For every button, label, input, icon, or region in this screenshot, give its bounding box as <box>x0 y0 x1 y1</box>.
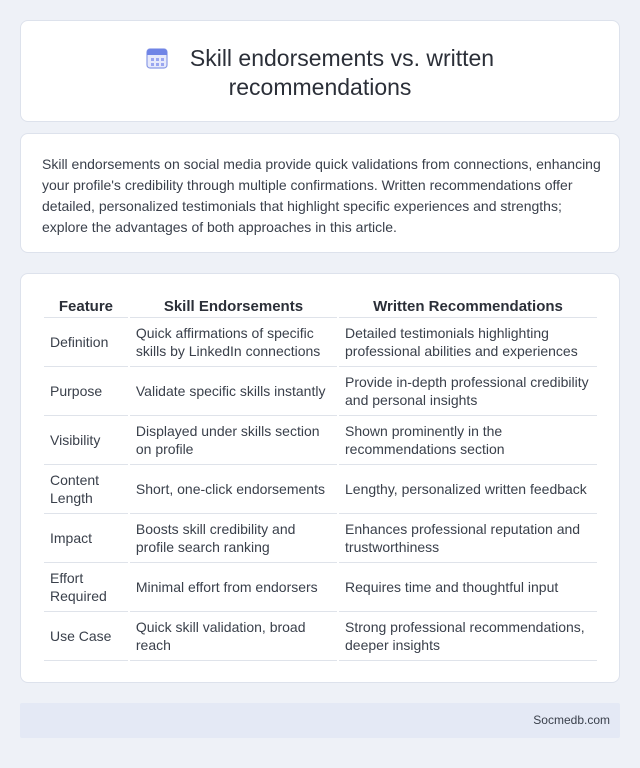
intro-card <box>20 133 620 253</box>
page-title-wrap <box>21 44 619 102</box>
endorsement-cell: Short, one-click endorsements <box>130 465 337 514</box>
feature-cell: Definition <box>44 318 128 367</box>
table-header-row <box>44 295 597 318</box>
feature-cell: Visibility <box>44 416 128 465</box>
table-row <box>44 318 597 367</box>
endorsement-cell: Displayed under skills section on profile <box>130 416 337 465</box>
endorsement-cell: Quick skill validation, broad reach <box>130 612 337 661</box>
table-row <box>44 367 597 416</box>
title-card <box>20 20 620 122</box>
comparison-table <box>42 295 599 661</box>
footer-site-link[interactable]: Socmedb.com <box>533 713 610 727</box>
feature-cell: Use Case <box>44 612 128 661</box>
table-row <box>44 563 597 612</box>
feature-cell: Effort Required <box>44 563 128 612</box>
table-row <box>44 416 597 465</box>
endorsement-cell: Boosts skill credibility and profile search ranking <box>130 514 337 563</box>
endorsement-cell: Minimal effort from endorsers <box>130 563 337 612</box>
feature-cell: Purpose <box>44 367 128 416</box>
recommendation-cell: Shown prominently in the recommendations section <box>339 416 597 465</box>
header-written-recommendations: Written Recommendations <box>339 295 597 318</box>
endorsement-cell: Quick affirmations of specific skills by LinkedIn connections <box>130 318 337 367</box>
recommendation-cell: Provide in-depth professional credibility and personal insights <box>339 367 597 416</box>
recommendation-cell: Strong professional recommendations, deeper insights <box>339 612 597 661</box>
header-feature: Feature <box>44 295 128 318</box>
recommendation-cell: Lengthy, personalized written feedback <box>339 465 597 514</box>
recommendation-cell: Detailed testimonials highlighting professional abilities and experiences <box>339 318 597 367</box>
endorsement-cell: Validate specific skills instantly <box>130 367 337 416</box>
calendar-icon <box>146 47 168 69</box>
footer-bar <box>20 703 620 738</box>
table-row <box>44 514 597 563</box>
table-row <box>44 612 597 661</box>
feature-cell: Content Length <box>44 465 128 514</box>
intro-paragraph: Skill endorsements on social media provide quick validations from connections, enhancing your profile's credibility through multiple confirmations. Written recommendations offer detailed, personalized testimonials that highlight specific experiences and strengths; explore the advantages of both approaches in this article. <box>42 156 601 235</box>
table-row <box>44 465 597 514</box>
recommendation-cell: Enhances professional reputation and trustworthiness <box>339 514 597 563</box>
header-skill-endorsements: Skill Endorsements <box>130 295 337 318</box>
feature-cell: Impact <box>44 514 128 563</box>
page-title: Skill endorsements vs. written recommendations <box>189 45 495 100</box>
comparison-card <box>20 273 620 683</box>
recommendation-cell: Requires time and thoughtful input <box>339 563 597 612</box>
